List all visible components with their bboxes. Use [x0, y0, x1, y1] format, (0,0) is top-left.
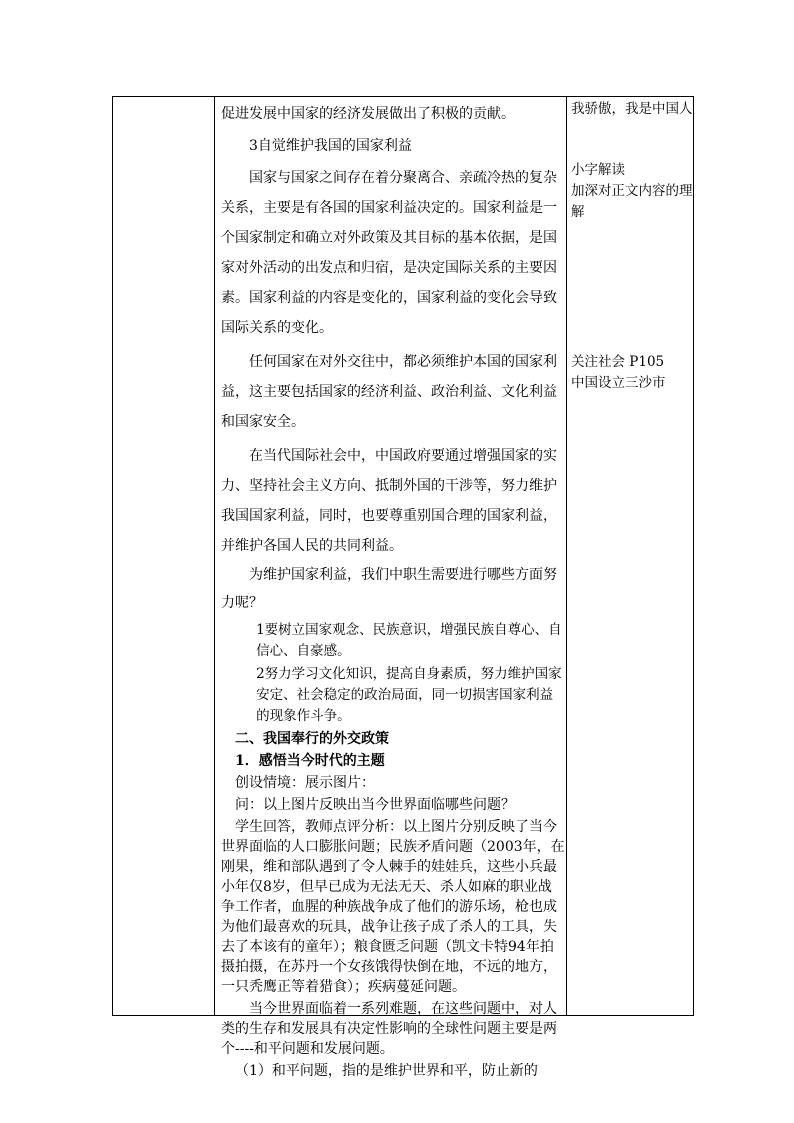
paragraph-ask: 问：以上图片反映出当今世界面临哪些问题？ — [235, 797, 515, 813]
paragraph-intro: 促进发展中国家的经济发展做出了积极的贡献。 — [221, 106, 515, 122]
heading-national-interest: 3自觉维护我国的国家利益 — [249, 138, 412, 154]
note-proud-chinese: 我骄傲，我是中国人 — [571, 101, 693, 117]
column-divider-1 — [214, 97, 215, 1015]
note-small-print-title: 小字解读 — [571, 162, 625, 178]
paragraph-chinese-government: 在当代国际社会中，中国政府要通过增强国家的实力、坚持社会主义方向、抵制外国的干涉等，努力维护我国国家利益，同时，也要尊重别国合理的国家利益，并维护各国人民的共同利益。 — [221, 448, 557, 554]
column-divider-2 — [566, 97, 567, 1015]
note-sansha-city: 中国设立三沙市 — [571, 375, 666, 391]
side-notes — [571, 97, 693, 394]
note-small-print-desc: 加深对正文内容的理解 — [571, 183, 693, 220]
section-heading-foreign-policy: 二、我国奉行的外交政策 — [235, 731, 389, 747]
paragraph-scenario: 创设情境：展示图片： — [235, 775, 375, 791]
paragraph-peace-issue: （1）和平问题，指的是维护世界和平，防止新的 — [235, 1063, 538, 1079]
list-item-1: 1要树立国家观念、民族意识，增强民族自尊心、自信心、自豪感。 — [256, 622, 562, 659]
main-content — [221, 97, 565, 1081]
subheading-era-theme: 1．感悟当今时代的主题 — [235, 753, 385, 769]
paragraph-analysis: 学生回答，教师点评分析：以上图片分别反映了当今世界面临的人口膨胀问题；民族矛盾问题（2003年，在刚果，维和部队遇到了令人棘手的娃娃兵，这些小兵最小年仅8岁，但早已成为无法无天、杀人如麻的职业战争工作者，血腥的种族战争成了他们的游乐场，枪也成为他们最喜欢的玩具，战争让孩子成了杀人的工具，失去了本该有的童年）；粮食匮乏问题（凯文卡特94年拍摄拍摄，在苏丹一个女孩饿得快倒在地，不远的地方，一只秃鹰正等着猎食）；疾病蔓延问题。 — [221, 819, 565, 995]
paragraph-question: 为维护国家利益，我们中职生需要进行哪些方面努力呢？ — [221, 567, 557, 611]
paragraph-national-interest: 国家与国家之间存在着分聚离合、亲疏冷热的复杂关系，主要是有各国的国家利益决定的。国家利益是一个国家制定和确立对外政策及其目标的基本依据，是国家对外活动的出发点和归宿，是决定国际关系的主要因素。国家利益的内容是变化的，国家利益的变化会导致国际关系的变化。 — [221, 170, 557, 336]
list-item-2: 2努力学习文化知识，提高自身素质，努力维护国家安定、社会稳定的政治局面，同一切损害国家利益的现象作斗争。 — [256, 666, 562, 724]
paragraph-diplomacy: 任何国家在对外交往中，都必须维护本国的国家利益，这主要包括国家的经济利益、政治利益、文化利益和国家安全。 — [221, 354, 557, 430]
paragraph-global-issues: 当今世界面临着一系列难题，在这些问题中，对人类的生存和发展具有决定性影响的全球性问题主要是两个----和平问题和发展问题。 — [221, 1001, 557, 1057]
note-social-focus: 关注社会 P105 — [571, 354, 665, 370]
lesson-table — [112, 96, 694, 1079]
